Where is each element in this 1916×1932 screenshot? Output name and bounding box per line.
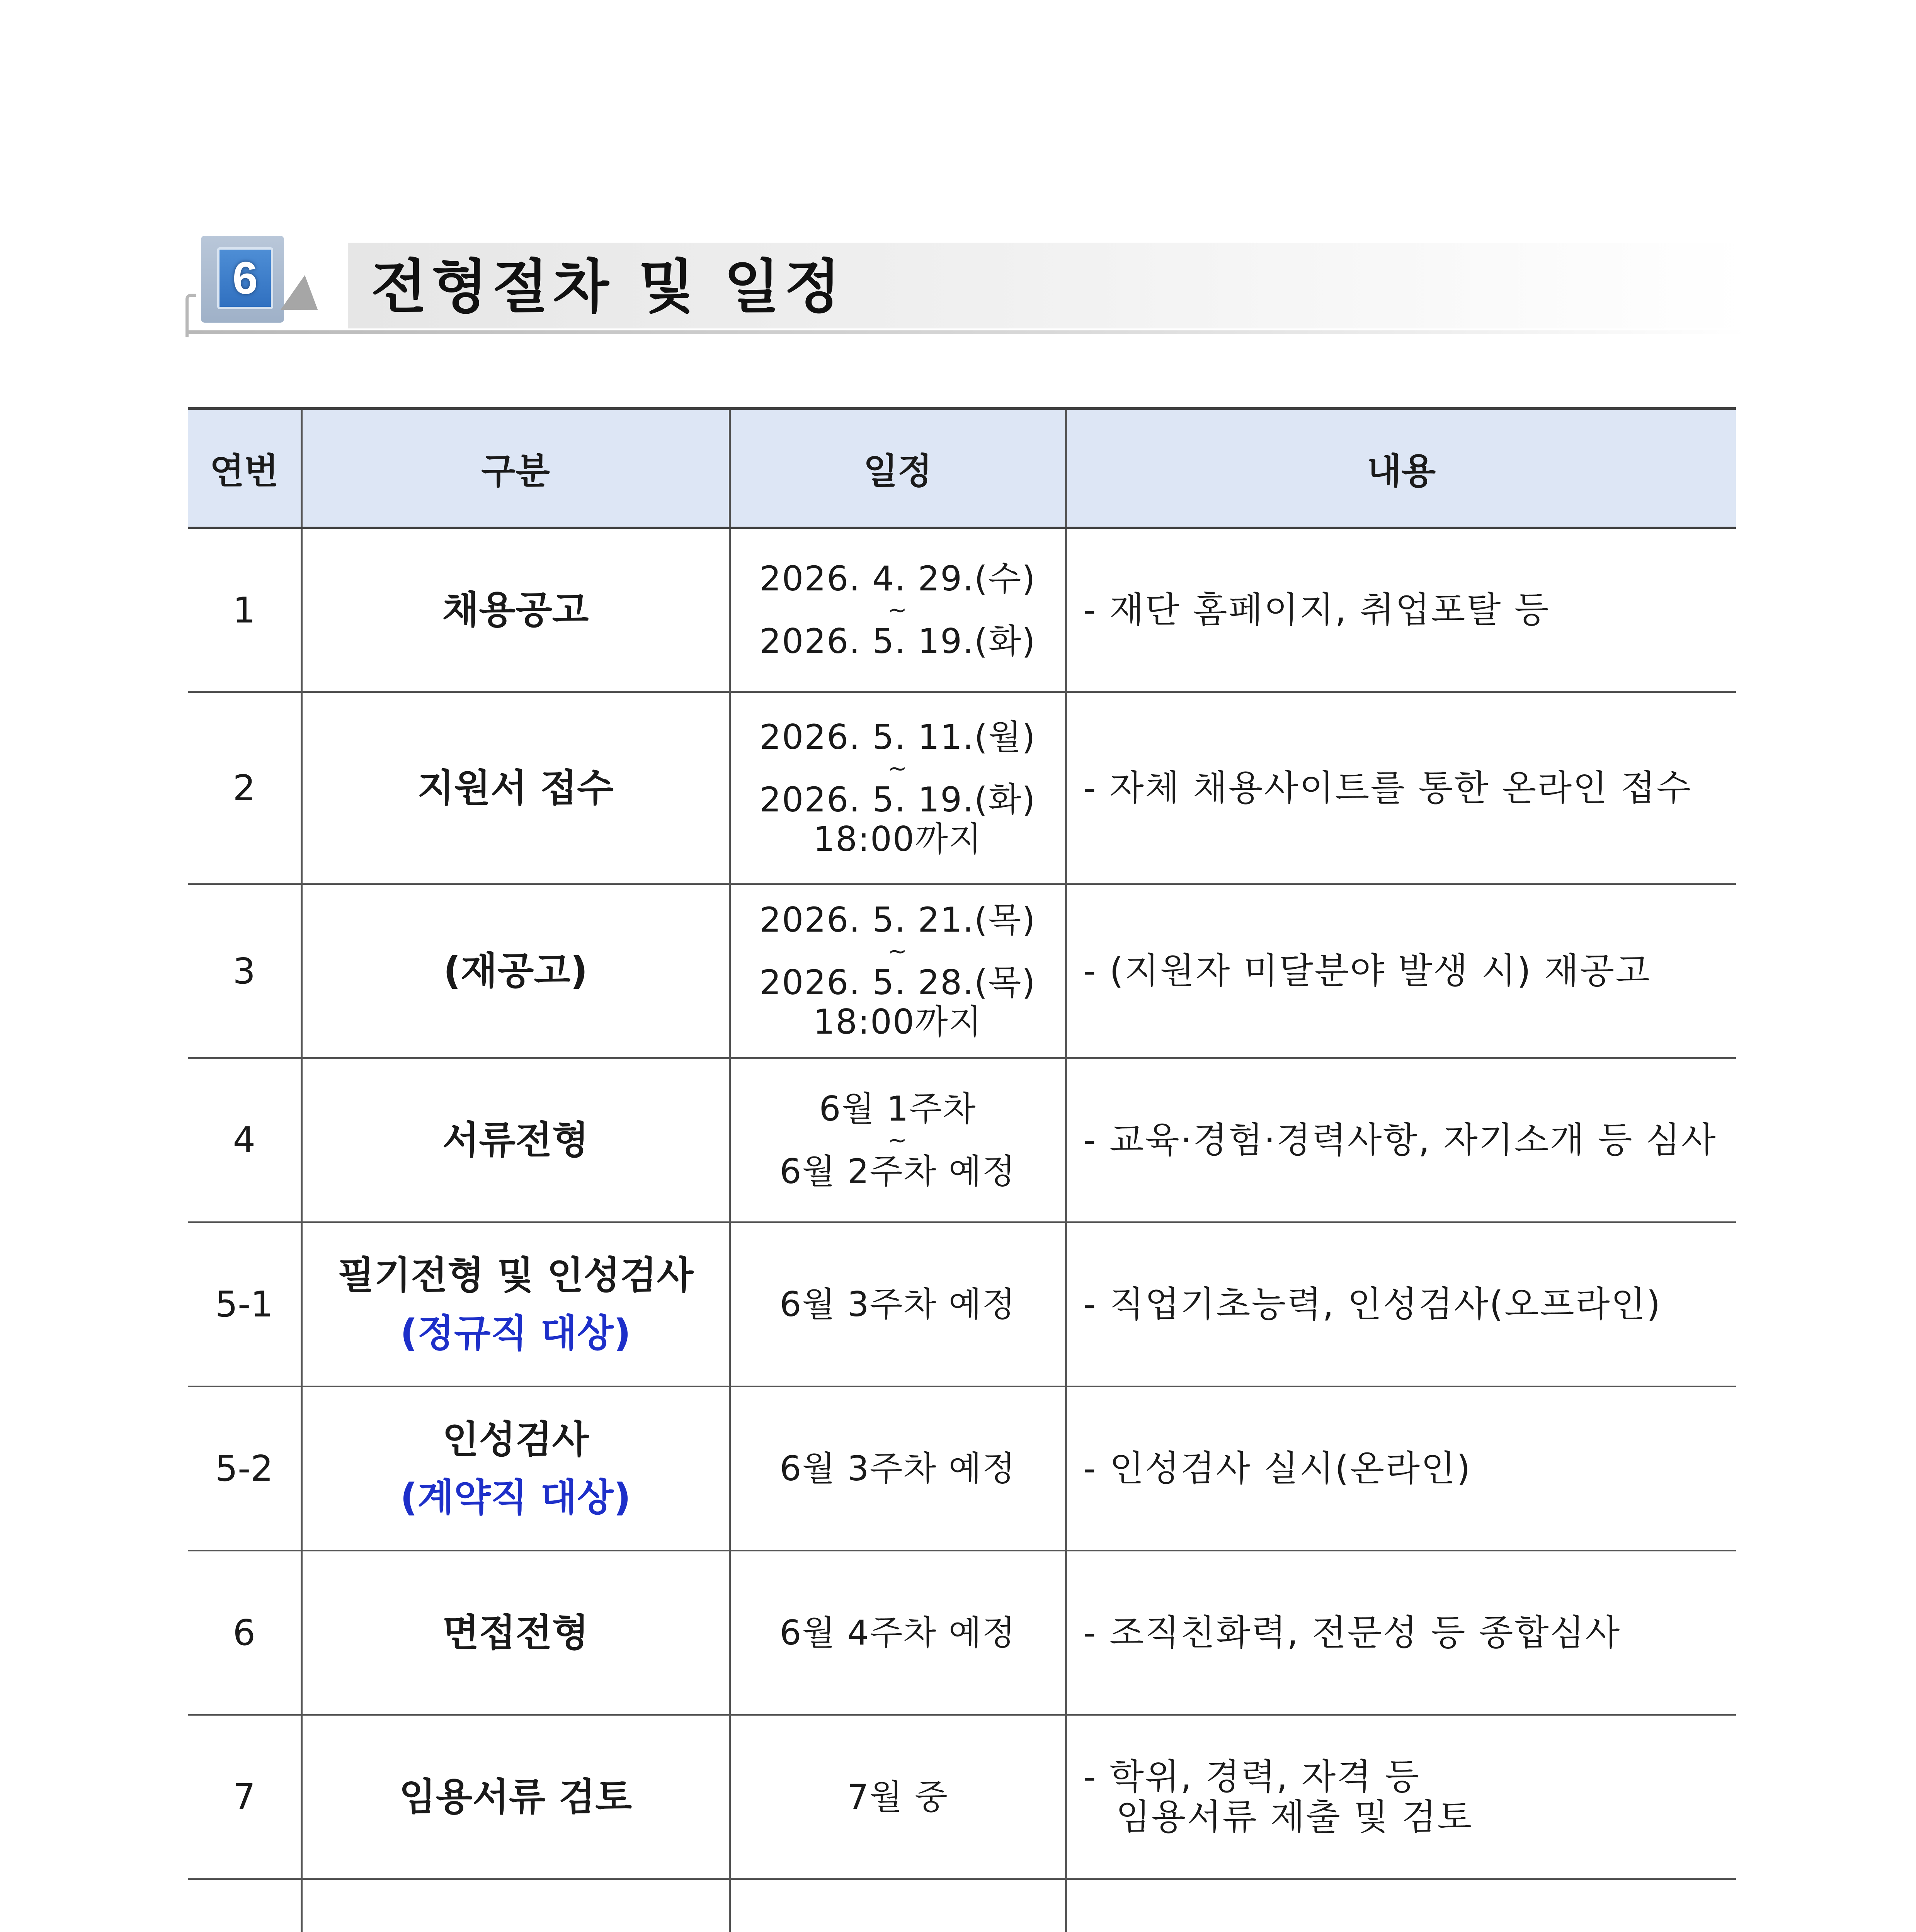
schedule-line: ~ <box>887 597 908 624</box>
schedule-line: 6월 2주차 예정 <box>779 1151 1016 1191</box>
row-content <box>1066 884 1736 1058</box>
schedule-line: 2026. 4. 29.(수) <box>759 559 1036 599</box>
category-name: 임용서류 검토 <box>399 1775 632 1819</box>
row-number: 1 <box>188 528 301 692</box>
table-row <box>188 1222 1736 1386</box>
category-name: 채용공고 <box>442 588 589 632</box>
category-target: (정규직 대상) <box>400 1311 631 1355</box>
row-schedule <box>730 1058 1066 1222</box>
category-name: 면접전형 <box>442 1611 589 1655</box>
row-category <box>301 1715 730 1879</box>
row-schedule <box>730 528 1066 692</box>
section-title: 전형절차 및 일정 <box>371 253 845 321</box>
row-content <box>1066 528 1736 692</box>
row-schedule <box>730 1386 1066 1551</box>
category-name: 필기전형 및 인성검사 <box>337 1253 694 1298</box>
row-category <box>301 884 730 1058</box>
schedule-line: 2026. 5. 11.(월) <box>759 717 1036 757</box>
row-number: 6 <box>188 1551 301 1715</box>
row-content <box>1066 692 1736 884</box>
content-line: - 재단 홈페이지, 취업포탈 등 <box>1083 589 1550 631</box>
table-row <box>188 1551 1736 1715</box>
schedule-line: 2026. 5. 19.(화) <box>759 779 1036 820</box>
row-category <box>301 1058 730 1222</box>
schedule-line: ~ <box>887 1126 908 1154</box>
row-category <box>301 528 730 692</box>
schedule-line: 6월 1주차 <box>819 1088 977 1129</box>
row-number: 2 <box>188 692 301 884</box>
header-category: 구분 <box>301 409 730 528</box>
row-number: 5-2 <box>188 1386 301 1551</box>
row-schedule <box>730 1879 1066 1932</box>
row-content <box>1066 1222 1736 1386</box>
row-schedule <box>730 1551 1066 1715</box>
content-line: - 학위, 경력, 자격 등 <box>1083 1756 1421 1798</box>
row-number <box>188 1879 301 1932</box>
content-line: 임용서류 제출 및 검토 <box>1116 1796 1473 1838</box>
row-category <box>301 1551 730 1715</box>
content-line: - 인성검사 실시(온라인) <box>1083 1447 1472 1489</box>
schedule-line: 2026. 5. 21.(목) <box>759 900 1036 940</box>
schedule-line: 2026. 5. 19.(화) <box>759 621 1036 661</box>
header-schedule: 일정 <box>730 409 1066 528</box>
row-category <box>301 1222 730 1386</box>
category-name: (재공고) <box>443 949 588 993</box>
row-schedule <box>730 692 1066 884</box>
row-schedule <box>730 884 1066 1058</box>
schedule-line: 6월 3주차 예정 <box>779 1284 1016 1324</box>
arrow-marker-icon <box>281 275 330 328</box>
row-content <box>1066 1879 1736 1932</box>
row-number: 3 <box>188 884 301 1058</box>
row-schedule <box>730 1715 1066 1879</box>
schedule-line: 2026. 5. 28.(목) <box>759 963 1036 1002</box>
category-target: (계약직 대상) <box>400 1475 631 1520</box>
row-number: 7 <box>188 1715 301 1879</box>
row-number: 4 <box>188 1058 301 1222</box>
header-underline <box>185 330 1747 334</box>
section-title-bar <box>348 243 1747 328</box>
category-name: 서류전형 <box>442 1118 589 1162</box>
row-category <box>301 1386 730 1551</box>
header-no: 연번 <box>188 409 301 528</box>
table-row <box>188 884 1736 1058</box>
category-name: 지원서 접수 <box>417 766 614 810</box>
section-number: 6 <box>217 247 273 309</box>
row-content <box>1066 1551 1736 1715</box>
row-number: 5-1 <box>188 1222 301 1386</box>
row-content <box>1066 1058 1736 1222</box>
content-line: - 자체 채용사이트를 통한 온라인 접수 <box>1083 767 1692 809</box>
schedule-line: 6월 3주차 예정 <box>779 1448 1016 1488</box>
content-line: - 조직친화력, 전문성 등 종합심사 <box>1083 1612 1621 1653</box>
table-row <box>188 528 1736 692</box>
category-name: 인성검사 <box>442 1417 589 1462</box>
row-content <box>1066 1386 1736 1551</box>
table-row <box>188 1879 1736 1932</box>
table-row <box>188 1058 1736 1222</box>
row-category <box>301 692 730 884</box>
schedule-line: 18:00까지 <box>813 1002 982 1042</box>
table-row <box>188 1715 1736 1879</box>
schedule-line: 7월 중 <box>847 1777 948 1817</box>
table-row <box>188 1386 1736 1551</box>
table-row <box>188 692 1736 884</box>
schedule-line: ~ <box>887 938 908 965</box>
row-category <box>301 1879 730 1932</box>
table-header-row <box>188 409 1736 528</box>
schedule-line: 18:00까지 <box>813 819 982 859</box>
schedule-line: 6월 4주차 예정 <box>779 1612 1016 1653</box>
row-schedule <box>730 1222 1066 1386</box>
schedule-table <box>188 407 1736 1932</box>
section-header <box>185 236 1747 336</box>
content-line: - (지원자 미달분야 발생 시) 재공고 <box>1083 950 1651 992</box>
content-line: - 교육·경험·경력사항, 자기소개 등 심사 <box>1083 1119 1717 1161</box>
content-line: - 직업기초능력, 인성검사(오프라인) <box>1083 1283 1662 1325</box>
section-number-badge <box>201 236 284 323</box>
header-content: 내용 <box>1066 409 1736 528</box>
row-content <box>1066 1715 1736 1879</box>
schedule-line: ~ <box>887 755 908 782</box>
